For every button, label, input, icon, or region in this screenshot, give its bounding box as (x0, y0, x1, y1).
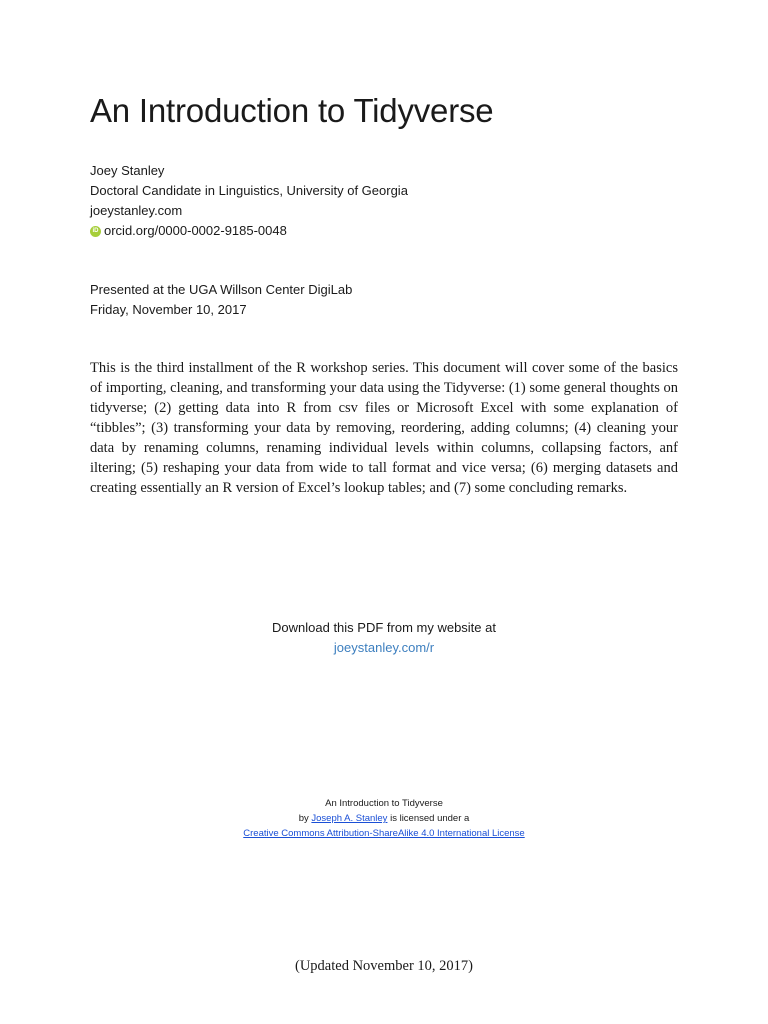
license-link[interactable]: Creative Commons Attribution-ShareAlike 4.0 International License (243, 828, 525, 839)
orcid-row[interactable] (90, 221, 408, 241)
author-position: Doctoral Candidate in Linguistics, University of Georgia (90, 183, 408, 198)
event-date: Friday, November 10, 2017 (90, 302, 247, 317)
download-section (0, 618, 768, 658)
updated-date: (Updated November 10, 2017) (295, 958, 473, 974)
orcid-icon: iD (90, 226, 101, 237)
event-venue: Presented at the UGA Willson Center DigiLab (90, 282, 353, 297)
download-text: Download this PDF from my website at (272, 620, 496, 635)
author-name: Joey Stanley (90, 163, 165, 178)
license-author-link[interactable]: Joseph A. Stanley (311, 813, 388, 824)
event-info (90, 280, 352, 320)
author-info (90, 161, 408, 241)
abstract-paragraph: This is the third installment of the R workshop series. This document will cover some of the basics of importing, cleaning, and transforming your data using the Tidyverse: (1) some general thoughts on tidyverse; (2) getting data into R from csv files or Microsoft Excel with some explanation of “tibbles”; (3) transforming your data by removing, reordering, adding columns; (4) cleaning your data by renaming columns, renaming individual levels within columns, collapsing factors, anf iltering; (5) reshaping your data from wide to tall format and vice versa; (6) merging datasets and creating essentially an R version of Excel’s lookup tables; and (7) some concluding remarks. (90, 360, 678, 496)
license-work-title: An Introduction to Tidyverse (325, 798, 443, 809)
download-link[interactable]: joeystanley.com/r (333, 640, 435, 655)
orcid-id[interactable]: orcid.org/0000-0002-9185-0048 (104, 223, 287, 238)
author-website: joeystanley.com (90, 203, 183, 218)
license-by: by (298, 813, 309, 824)
license-notice (0, 796, 768, 841)
license-licensed-text: is licensed under a (390, 813, 470, 824)
document-title: An Introduction to Tidyverse (90, 92, 494, 129)
